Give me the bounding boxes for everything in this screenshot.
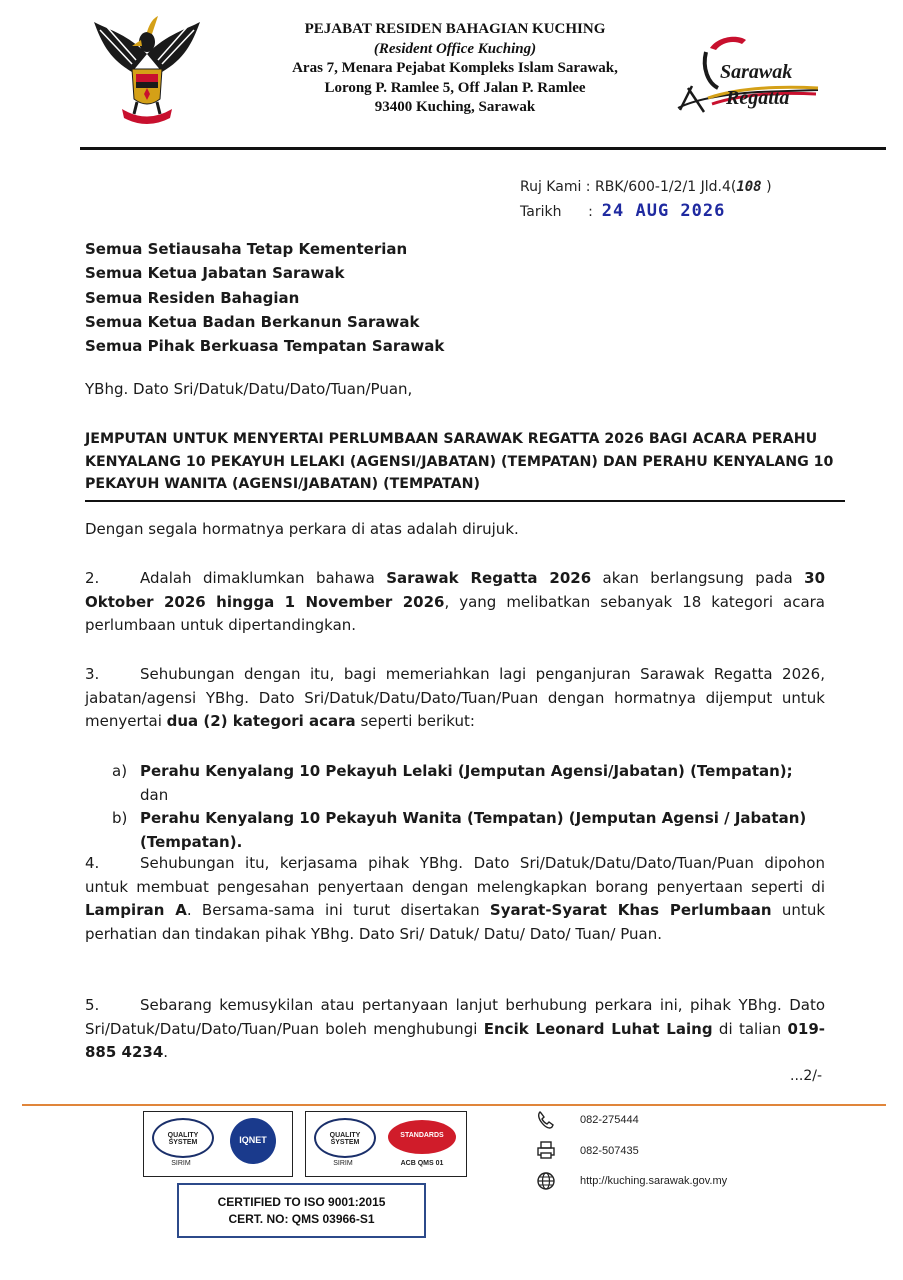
recipient: Semua Pihak Berkuasa Tempatan Sarawak [85,337,445,356]
text: dan [140,785,169,804]
sarawak-regatta-logo [668,28,828,118]
list-marker: b) [112,809,128,827]
cert-number: CERT. NO: QMS 03966-S1 [228,1212,375,1226]
standards-text: STANDARDS [400,1132,444,1139]
text: . [163,1043,169,1061]
paragraph-number: 3. [85,665,100,683]
recipient: Semua Ketua Badan Berkanun Sarawak [85,312,420,331]
acb-caption: ACB QMS 01 [400,1160,444,1167]
sirim-seal [152,1118,214,1158]
recipient: Semua Residen Bahagian [85,288,300,307]
phone-icon [536,1110,556,1130]
paragraph-2 [85,567,825,638]
recipient: Semua Setiausaha Tetap Kementerian [85,240,408,258]
footer-divider [22,1104,886,1106]
text: . Bersama-sama ini turut disertakan [186,901,490,919]
opening-line: Dengan segala hormatnya perkara di atas adalah dirujuk. [85,520,519,538]
certification-badge-1 [143,1111,293,1177]
text: , yang melibatkan sebanyak 18 kategori acara perlumbaan untuk dipertandingkan. [85,592,825,634]
text: di talian [712,1019,788,1038]
office-name: PEJABAT RESIDEN BAHAGIAN KUCHING [304,21,606,37]
regatta-logo-word-2: Regatta [726,87,790,109]
letterhead-divider [80,147,886,150]
text: Sehubungan dengan itu, bagi memeriahkan lagi penganjuran Sarawak Regatta 2026, jabatan/agensi YBhg. Dato Sri/Datuk/Datu/Dato/Tuan/Puan dengan hormatnya dijemput untuk menyertai [85,665,825,730]
recipients-list [85,237,444,358]
category-name: Perahu Kenyalang 10 Pekayuh Wanita (Tempatan) (Jemputan Agensi / Jabatan) (Tempatan). [140,809,807,851]
date-stamp: 24 AUG 2026 [601,201,726,221]
seal-text: QUALITY SYSTEM [167,1132,199,1146]
letterhead-address [245,20,665,118]
office-name-english: (Resident Office Kuching) [373,40,537,57]
text: Adalah dimaklumkan bahawa [140,569,387,587]
paragraph-3 [85,663,825,734]
website-url[interactable]: http://kuching.sarawak.gov.my [580,1175,728,1187]
ruj-label: Ruj Kami [520,179,582,195]
text: Sebarang kemusykilan atau pertanyaan lanjut berhubung perkara ini, pihak YBhg. Dato Sri/Datuk/Datu/Dato/Tuan/Puan boleh menghubungi [85,996,825,1038]
reference-row: Ruj Kami : RBK/600-1/2/1 Jld.4(108 ) [520,179,772,195]
paragraph-number: 5. [85,996,100,1014]
reference-block [520,175,772,224]
page-continuation: ...2/- [790,1068,823,1084]
letter-subject: JEMPUTAN UNTUK MENYERTAI PERLUMBAAN SARAWAK REGATTA 2026 BAGI ACARA PERAHU KENYALANG 10 PEKAYUH LELAKI (AGENSI/JABATAN) (TEMPATAN) DAN PERAHU KENYALANG 10 PEKAYUH WANITA (AGENSI/JABATAN) (TEMPATAN) [85,431,834,492]
subject-underline [85,500,845,502]
paragraph-5 [85,994,825,1065]
category-list [85,760,825,854]
list-item [85,807,825,854]
iso-certification-box [177,1183,426,1238]
iqnet-seal [230,1118,276,1164]
text: Sehubungan itu, kerjasama pihak YBhg. Dato Sri/Datuk/Datu/Dato/Tuan/Puan dipohon untuk membuat pengesahan penyertaan dengan melengkapkan borang penyertaan seperti di [85,854,825,896]
ruj-handwritten-number: 108 [736,179,762,195]
phone-number: 082-275444 [580,1114,639,1126]
tarikh-label: Tarikh [520,204,562,220]
date-row: Tarikh : 24 AUG 2026 [520,201,726,221]
sarawak-crest-logo [92,14,202,132]
contact-person: Encik Leonard Luhat Laing [483,1019,713,1038]
attachment-ref: Syarat-Syarat Khas Perlumbaan [489,901,772,919]
list-item [85,760,825,807]
contact-number: 019-885 4234 [85,1019,825,1061]
fax-number: 082-507435 [580,1145,639,1157]
address-line-2: Lorong P. Ramlee 5, Off Jalan P. Ramlee [324,79,586,96]
category-name: Perahu Kenyalang 10 Pekayuh Lelaki (Jemputan Agensi/Jabatan) (Tempatan); [140,762,793,780]
attachment-ref: Lampiran A [85,901,187,919]
seal-caption: SIRIM [333,1160,353,1167]
seal-caption: SIRIM [171,1160,191,1167]
text: seperti berikut: [355,712,475,730]
certification-badge-2 [305,1111,467,1177]
standards-malaysia-seal [388,1120,456,1154]
ruj-close: ) [766,179,772,195]
list-marker: a) [112,762,128,780]
ruj-value: RBK/600-1/2/1 Jld.4( [594,179,737,195]
address-line-1: Aras 7, Menara Pejabat Kompleks Islam Sarawak, [292,60,618,76]
sirim-seal [314,1118,376,1158]
category-count: dua (2) kategori acara [166,712,356,730]
paragraph-number: 4. [85,854,100,872]
iso-line: CERTIFIED TO ISO 9001:2015 [217,1195,386,1209]
event-name: Sarawak Regatta 2026 [386,569,592,587]
fax-printer-icon [536,1140,556,1160]
iqnet-text: IQNET [239,1135,267,1145]
paragraph-number: 2. [85,569,100,587]
text: akan berlangsung pada [591,569,805,587]
globe-icon [536,1171,556,1191]
recipient: Semua Ketua Jabatan Sarawak [85,264,345,283]
event-dates: 30 Oktober 2026 hingga 1 November 2026 [85,569,826,611]
seal-text: QUALITY SYSTEM [329,1132,361,1146]
salutation: YBhg. Dato Sri/Datuk/Datu/Dato/Tuan/Puan, [85,380,413,398]
paragraph-4 [85,852,825,946]
text: untuk perhatian dan tindakan pihak YBhg. Dato Sri/ Datuk/ Datu/ Dato/ Tuan/ Puan. [85,901,826,943]
address-line-3: 93400 Kuching, Sarawak [374,99,536,115]
regatta-logo-word-1: Sarawak [720,61,793,83]
